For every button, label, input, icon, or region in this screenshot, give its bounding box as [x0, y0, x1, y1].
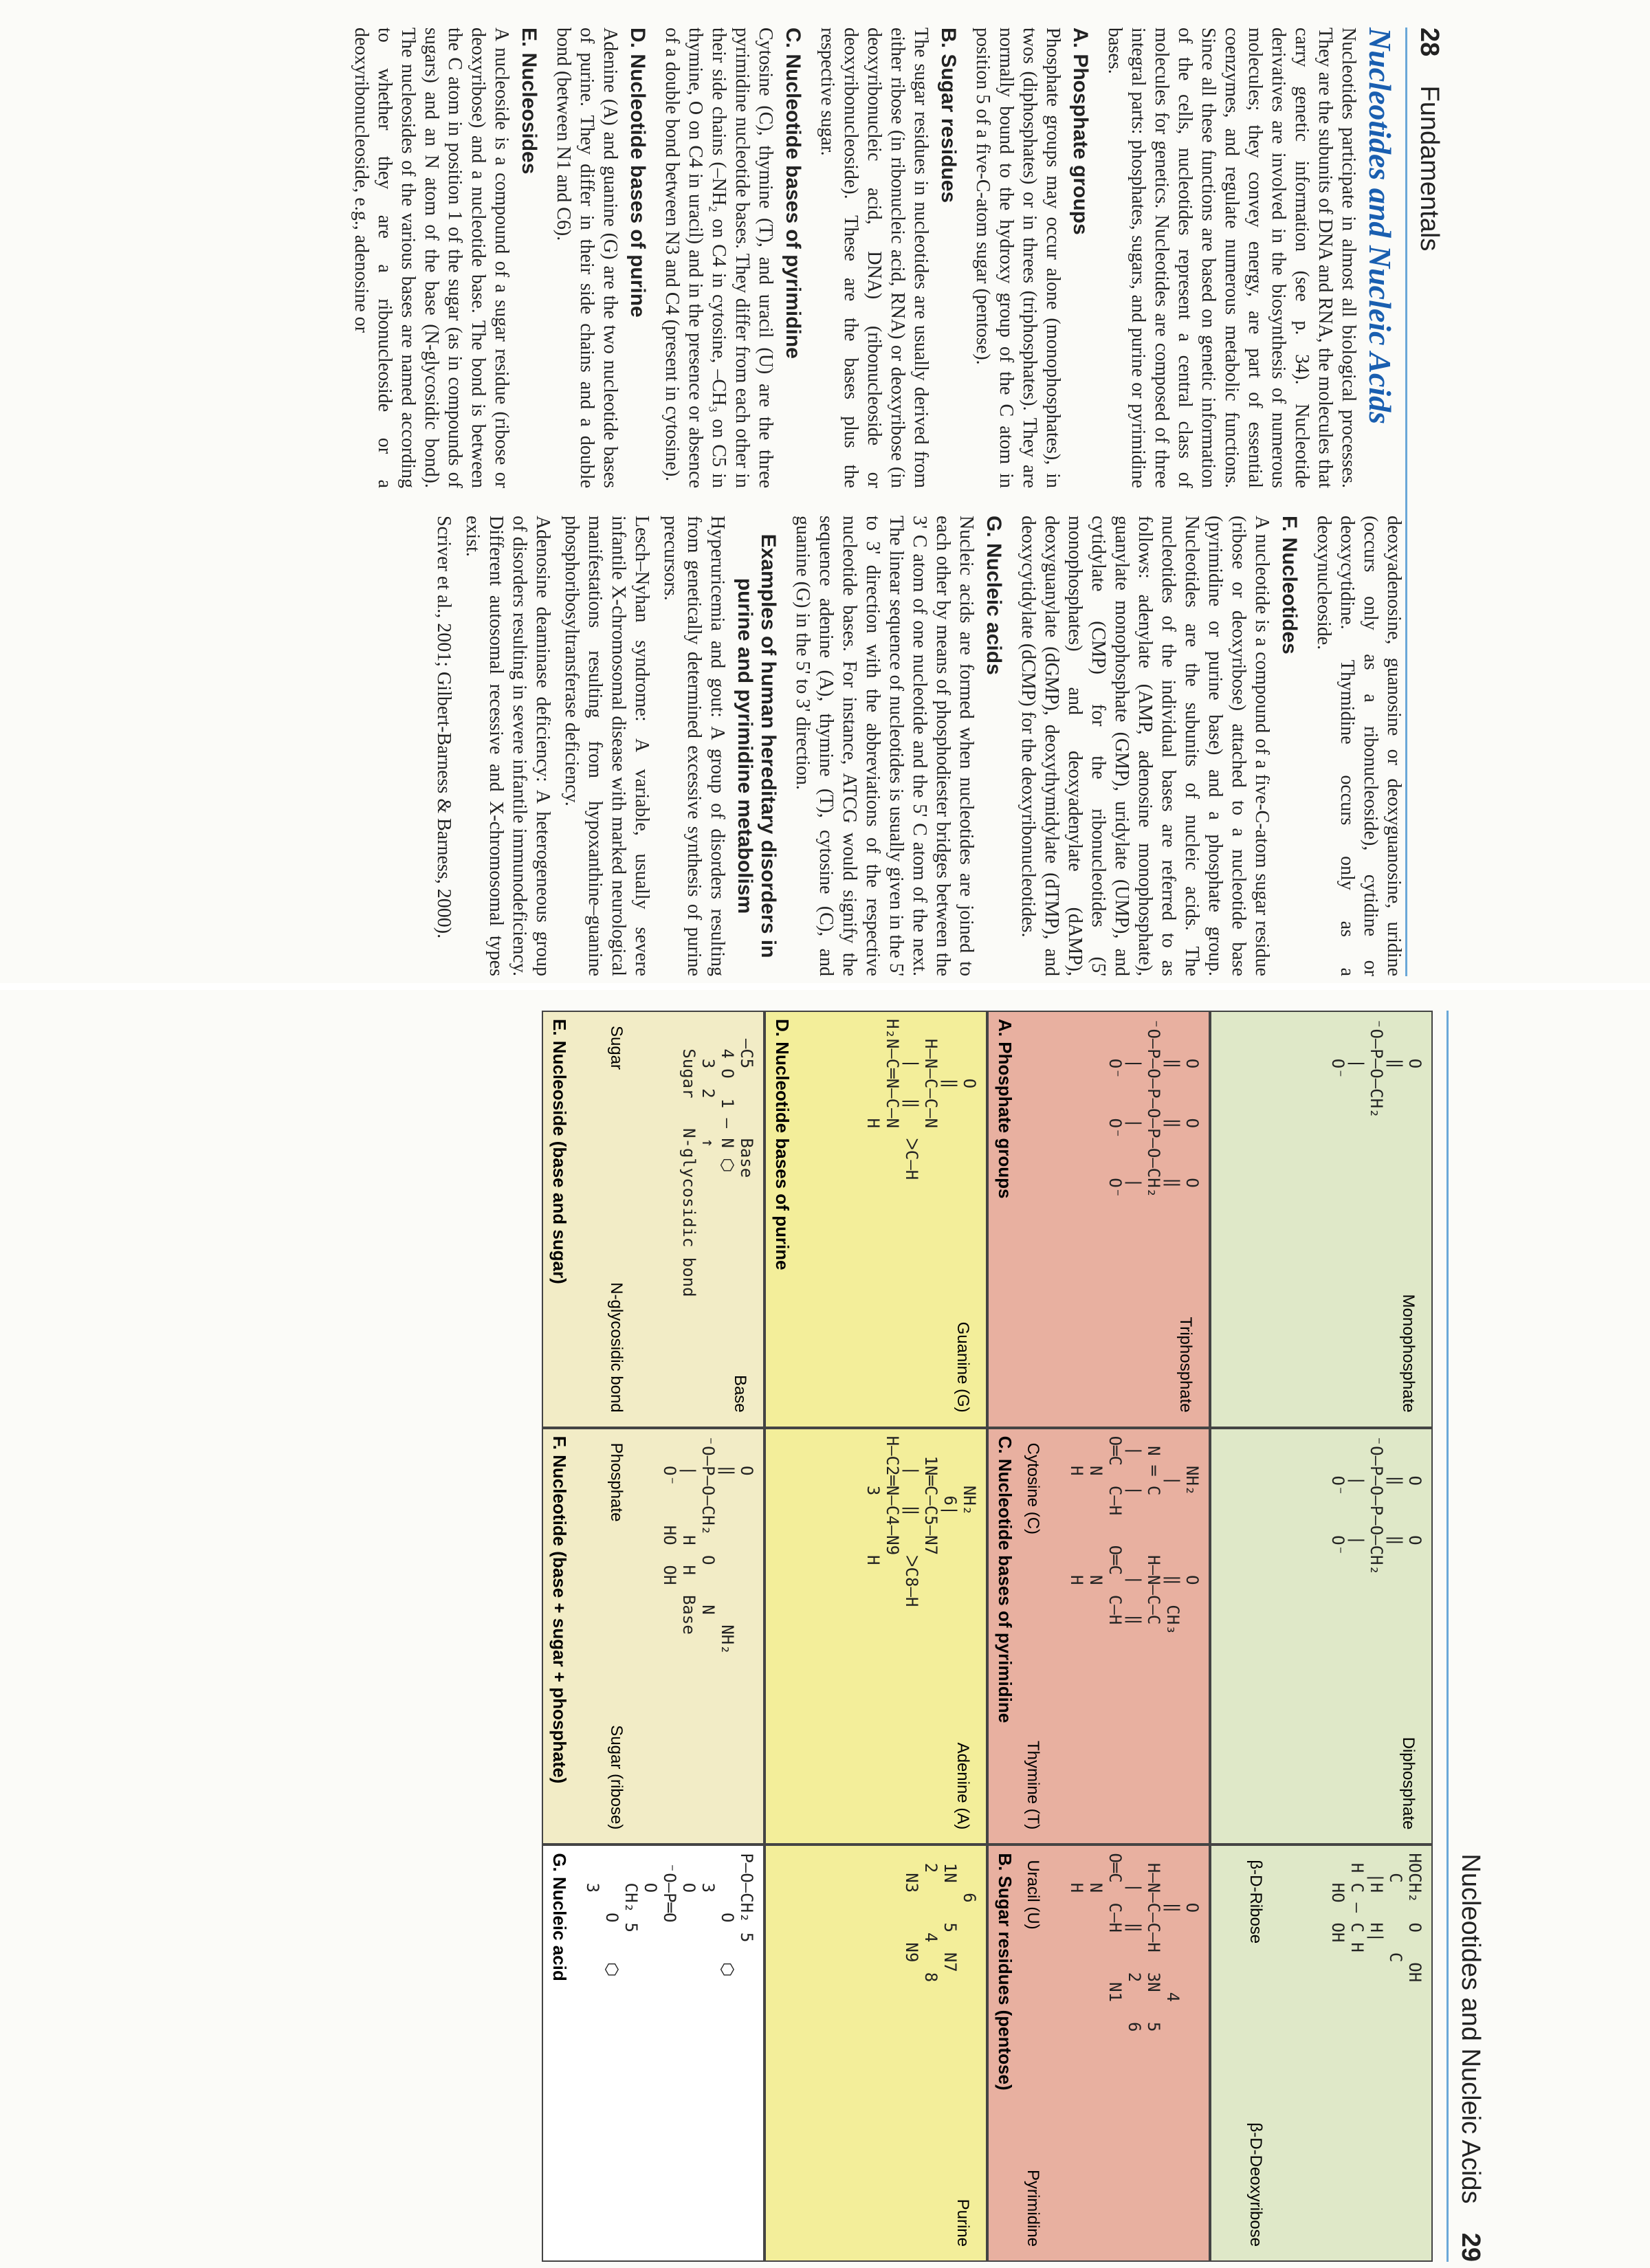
heading-c: C. Nucleotide bases of pyrimidine — [782, 27, 804, 359]
sugar-ribose-caption: Sugar (ribose) — [607, 1725, 626, 1830]
panel-purine — [764, 1845, 987, 2262]
triphosphate-caption: Triphosphate — [1176, 1317, 1195, 1413]
guanine-caption: Guanine (G) — [954, 1321, 972, 1413]
nucleotide-structure: O ‖ NH₂ ⁻O–P–O–CH₂ O N | H H Base O⁻ HO OH — [660, 1435, 756, 1655]
panel-adenine — [764, 1428, 987, 1845]
adenine-structure: NH₂ 6| 1N═C–C5–N7 | ‖ ᐳC8–H H–C2═N–C4–N9 3 H — [864, 1435, 979, 1607]
label-f: F. Nucleotide (base + sugar + phosphate) — [549, 1435, 570, 1784]
diphosphate-caption: Diphosphate — [1399, 1737, 1418, 1830]
panel-nucleotide — [542, 1428, 764, 1845]
panel-uracil-pyrimidine — [987, 1845, 1210, 2262]
monophosphate-caption: Monophosphate — [1399, 1294, 1418, 1413]
label-a: A. Phosphate groups — [995, 1019, 1015, 1199]
example-3: Adenosine deaminase deficiency: A heterogeneous group of disorders resulting in severe infantile immunodeficiency. Different autosomal recessive and X-chromosomal types exist. — [462, 516, 553, 976]
heading-a: A. Phosphate groups — [1069, 27, 1092, 235]
section-name: Fundamentals — [1415, 85, 1444, 252]
phosphate-caption: Phosphate — [607, 1442, 626, 1522]
label-d: D. Nucleotide bases of purine — [772, 1019, 793, 1270]
text-d: Adenine (A) and guanine (G) are the two nucleotide bases of purine. They differ in their side chains and a double bond (between N1 and C6). — [553, 27, 621, 488]
page-title: Nucleotides and Nucleic Acids — [1363, 27, 1398, 425]
cytosine-structure: NH₂ O | ‖ CH₃ N ═ C H–N–C–C | | | ‖ O═C C–H O═C C–H N N H H — [1067, 1435, 1202, 1635]
ribose-caption: β-D-Ribose — [1246, 1860, 1265, 1944]
heading-f: F. Nucleotides — [1278, 516, 1301, 654]
diphosphate-structure: O O ‖ ‖ ⁻O–P–O–P–O–CH₂ | | O⁻ O⁻ — [1328, 1435, 1424, 1575]
example-2: Lesch–Nyhan syndrome: A variable, usually severe infantile X-chromosomal disease with marked neurological manifestations resulting from hypoxanthine–guanine phosphoribosyltransferase deficiency. — [561, 516, 652, 976]
sugar-caption: Sugar — [607, 1026, 626, 1070]
nucleoside-structure: –C5 Base 4 O 1 – N ⬡ 3 2 ↑ Sugar N-glycosidic bond — [679, 1038, 756, 1297]
example-1: Hyperuricemia and gout: A group of disorders resulting from genetically determined excessive synthesis of purine precursors. — [660, 516, 728, 976]
text-g: Nucleic acids are formed when nucleotides are joined to each other by means of phosphodiester bridges between the 3' C atom of one nucleotide and the 5' C atom of the next. The linear sequence of nucleotides is usually given in the 5' to 3' direction with the abbreviations of the respective nucleotide bases. For instance, ATCG would signify the sequence adenine (A), thymine (T), cytosine (C), and guanine (G) in the 5' to 3' direction. — [792, 516, 977, 976]
label-e: E. Nucleoside (base and sugar) — [549, 1019, 570, 1284]
thymine-caption: Thymine (T) — [1024, 1740, 1042, 1830]
column-1 — [344, 27, 1405, 488]
page-number: 28 — [1415, 27, 1444, 57]
column-2 — [344, 516, 1405, 976]
heading-g: G. Nucleic acids — [982, 516, 1005, 675]
figure-grid — [542, 1011, 1433, 2262]
pyrimidine-caption: Pyrimidine — [1024, 2169, 1042, 2247]
left-page-content — [82, 27, 1444, 976]
panel-ribose — [1210, 1845, 1433, 2262]
intro-text: Nucleotides participate in almost all biological processes. They are the subunits of DNA and RNA, the molecules that carry genetic information (see p. 34). Nucleotide derivatives are involved in the biosynthesis of numerous molecules; they convey energy, are part of essential coenzymes, and regulate numerous metabolic functions. Since all these functions are based on genetic information of the cells, nucleotides represent a central class of molecules for genetics. Nucleotides are composed of three integral parts: phosphates, sugars, and purine or pyrimidine bases. — [1104, 27, 1359, 488]
label-g: G. Nucleic acid — [549, 1853, 570, 1981]
uracil-structure: O ‖ 4 H–N–C–C–H 3N 5 | ‖ 2 6 O═C C–H N1 N H — [1067, 1853, 1202, 2032]
base-caption: Base — [731, 1374, 749, 1413]
uracil-caption: Uracil (U) — [1024, 1860, 1042, 1930]
label-b: B. Sugar residues (pentose) — [995, 1853, 1015, 2091]
purine-caption: Purine — [954, 2199, 972, 2247]
nucleic-acid-structure: P–O–CH₂ 5 O ⬡ 3 O ⁻O–P═O O CH₂ 5 O ⬡ 3 — [583, 1853, 756, 1977]
nglyco-caption: N-glycosidic bond — [607, 1282, 626, 1413]
page-header — [1405, 27, 1444, 976]
panel-triphosphate — [987, 1011, 1210, 1428]
panel-cytosine-thymine — [987, 1428, 1210, 1845]
panel-guanine — [764, 1011, 987, 1428]
panel-diphosphate — [1210, 1428, 1433, 1845]
right-page-content — [82, 1011, 1485, 2262]
text-a: Phosphate groups may occur alone (monophosphates), in twos (diphosphates) or in threes (triphosphates). They are normally bound to the hydroxy group of the C atom in position 5 of a five-C-atom sugar (pentose). — [972, 27, 1064, 488]
adenine-caption: Adenine (A) — [954, 1742, 972, 1830]
panel-monophosphate — [1210, 1011, 1433, 1428]
purine-structure: 6 1N 5 N7 2 4 8 N3 N9 — [902, 1862, 979, 1983]
text-f: A nucleotide is a compound of a five-C-atom sugar residue (ribose or deoxyribose) attached to a nucleotide base (pyrimidine or purine base) and a phosphate group. Nucleotides are the subunits of nucleic acids. The nucleotides of the individual bases are referred to as follows: adenylate (AMP, adenosine monophosphate), guanylate monophosphate (GMP), uridylate (UMP), and cytidylate (CMP) for the ribonucleotides (5' monophosphates) and deoxyadenylate (dAMP), deoxyguanylate (dGMP), deoxythymidylate (dTMP), and deoxycytidylate (dCMP) for the deoxyribonucleotides. — [1018, 516, 1273, 976]
cytosine-caption: Cytosine (C) — [1024, 1442, 1042, 1535]
text-e: A nucleoside is a compound of a sugar residue (ribose or deoxyribose) and a nucleotide base. The bond is between the C atom in position 1 of the sugar (as in compounds of sugars) and an N atom of the base (N-glycosidic bond). The nucleosides of the various bases are named according to whether they are a ribonucleoside or a deoxyribonucleoside, e.g., adenosine or — [351, 27, 512, 488]
right-page-header — [1446, 1011, 1485, 2262]
deoxyribose-caption: β-D-Deoxyribose — [1246, 2122, 1265, 2247]
monophosphate-structure: O ‖ ⁻O–P–O–CH₂ | O⁻ — [1328, 1019, 1424, 1119]
heading-d: D. Nucleotide bases of purine — [626, 27, 649, 318]
right-page-number: 29 — [1456, 2232, 1485, 2262]
right-section-name: Nucleotides and Nucleic Acids — [1456, 1853, 1485, 2204]
heading-examples: Examples of human hereditary disorders in purine and pyrimidine metabolism — [734, 533, 780, 958]
triphosphate-structure: O O O ‖ ‖ ‖ ⁻O–P–O–P–O–P–O–CH₂ | | | O⁻ O⁻ O⁻ — [1106, 1019, 1202, 1198]
ribose-structure: HOCH₂ O OH C C |H H| H C — C H HO OH — [1328, 1853, 1424, 1983]
guanine-structure: O ‖ H–N–C–C–N | ‖ ᐳC–H H₂N–C═N–C–N H — [864, 1019, 979, 1180]
text-c: Cytosine (C), thymine (T), and uracil (U) are the three pyrimidine nucleotide bases. They differ from each other in their side chains (–NH₂ on C4 in cytosine, –CH₃ on C5 in thymine, O on C4 in uracil) and in the presence or absence of a double bond between N3 and C4 (present in cytosine). — [661, 27, 776, 488]
reference: Scriver et al., 2001; Gilbert-Barness & Barness, 2000). — [433, 516, 454, 939]
label-c: C. Nucleotide bases of pyrimidine — [995, 1435, 1015, 1724]
heading-e: E. Nucleosides — [518, 27, 540, 175]
panel-nucleic-acid — [542, 1845, 764, 2262]
heading-b: B. Sugar residues — [937, 27, 960, 203]
text-e-cont: deoxyadenosine, guanosine or deoxyguanosine, uridine (occurs only as a ribonucleoside), cytidine or deoxycytidine. Thymidine occurs only as a deoxynucleoside. — [1313, 516, 1405, 976]
text-b: The sugar residues in nucleotides are usually derived from either ribose (in ribonucleic acid, RNA) or deoxyribose (in deoxyribonucleic acid, DNA) (ribonucleoside or deoxyribonucleoside). These are the bases plus the respective sugar. — [817, 27, 932, 488]
panel-nucleoside — [542, 1011, 764, 1428]
